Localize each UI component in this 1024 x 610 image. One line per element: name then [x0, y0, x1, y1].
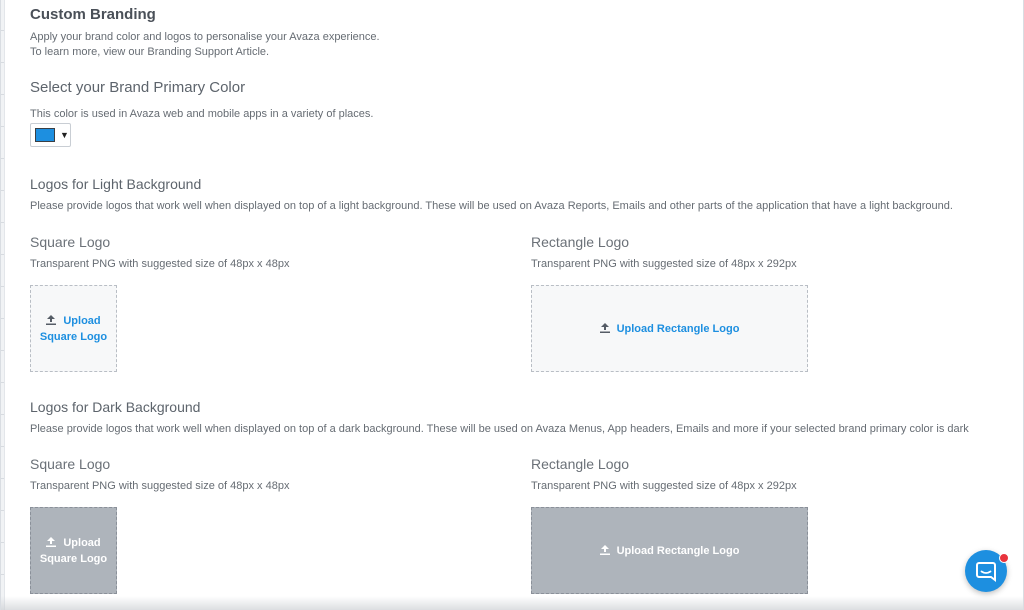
dark-logos-description: Please provide logos that work well when displayed on top of a dark background. These will be used on Avaza Menus, App headers, Emails and more if your selected brand primary color is dark — [30, 423, 969, 435]
upload-icon — [46, 315, 56, 325]
light-rect-logo-upload[interactable] — [531, 285, 808, 372]
caret-down-icon: ▼ — [60, 130, 69, 140]
dark-logos-title: Logos for Dark Background — [30, 399, 201, 415]
upload-icon — [600, 323, 610, 333]
page-description-line2: To learn more, view our Branding Support Article. — [30, 46, 270, 58]
dark-rect-logo-hint: Transparent PNG with suggested size of 48px x 292px — [531, 480, 797, 492]
brand-color-title: Select your Brand Primary Color — [30, 79, 246, 96]
upload-icon — [46, 537, 56, 547]
light-rect-logo-hint: Transparent PNG with suggested size of 48px x 292px — [531, 258, 797, 270]
light-rect-logo-label: Rectangle Logo — [531, 234, 630, 250]
page-title: Custom Branding — [30, 6, 156, 23]
dark-rect-logo-label: Rectangle Logo — [531, 456, 630, 472]
color-swatch — [35, 128, 55, 142]
light-logos-description: Please provide logos that work well when displayed on top of a light background. These will be used on Avaza Reports, Emails and other parts of the application that have a light background. — [30, 200, 953, 212]
page-description-line1: Apply your brand color and logos to personalise your Avaza experience. — [30, 31, 380, 43]
upload-square-label-line1: Upload — [63, 314, 101, 327]
light-logos-title: Logos for Light Background — [30, 176, 202, 192]
upload-rect-label: Upload Rectangle Logo — [616, 322, 740, 335]
dark-rect-logo-upload[interactable] — [531, 507, 808, 594]
brand-color-description: This color is used in Avaza web and mobile apps in a variety of places. — [30, 108, 374, 120]
light-square-logo-label: Square Logo — [30, 234, 111, 250]
upload-square-label-line2: Square Logo — [39, 330, 108, 343]
light-square-logo-hint: Transparent PNG with suggested size of 48px x 48px — [30, 258, 290, 270]
brand-color-picker[interactable] — [30, 123, 71, 147]
upload-icon — [600, 545, 610, 555]
upload-rect-label: Upload Rectangle Logo — [616, 544, 740, 557]
bottom-scroll-shadow — [1, 596, 1024, 610]
dark-square-logo-label: Square Logo — [30, 456, 111, 472]
dark-square-logo-upload[interactable] — [30, 507, 117, 594]
upload-square-label-line2: Square Logo — [39, 552, 108, 565]
dark-square-logo-hint: Transparent PNG with suggested size of 48px x 48px — [30, 480, 290, 492]
notification-dot — [999, 553, 1009, 563]
sidebar-edge — [1, 0, 5, 610]
light-square-logo-upload[interactable] — [30, 285, 117, 372]
upload-square-label-line1: Upload — [63, 536, 101, 549]
